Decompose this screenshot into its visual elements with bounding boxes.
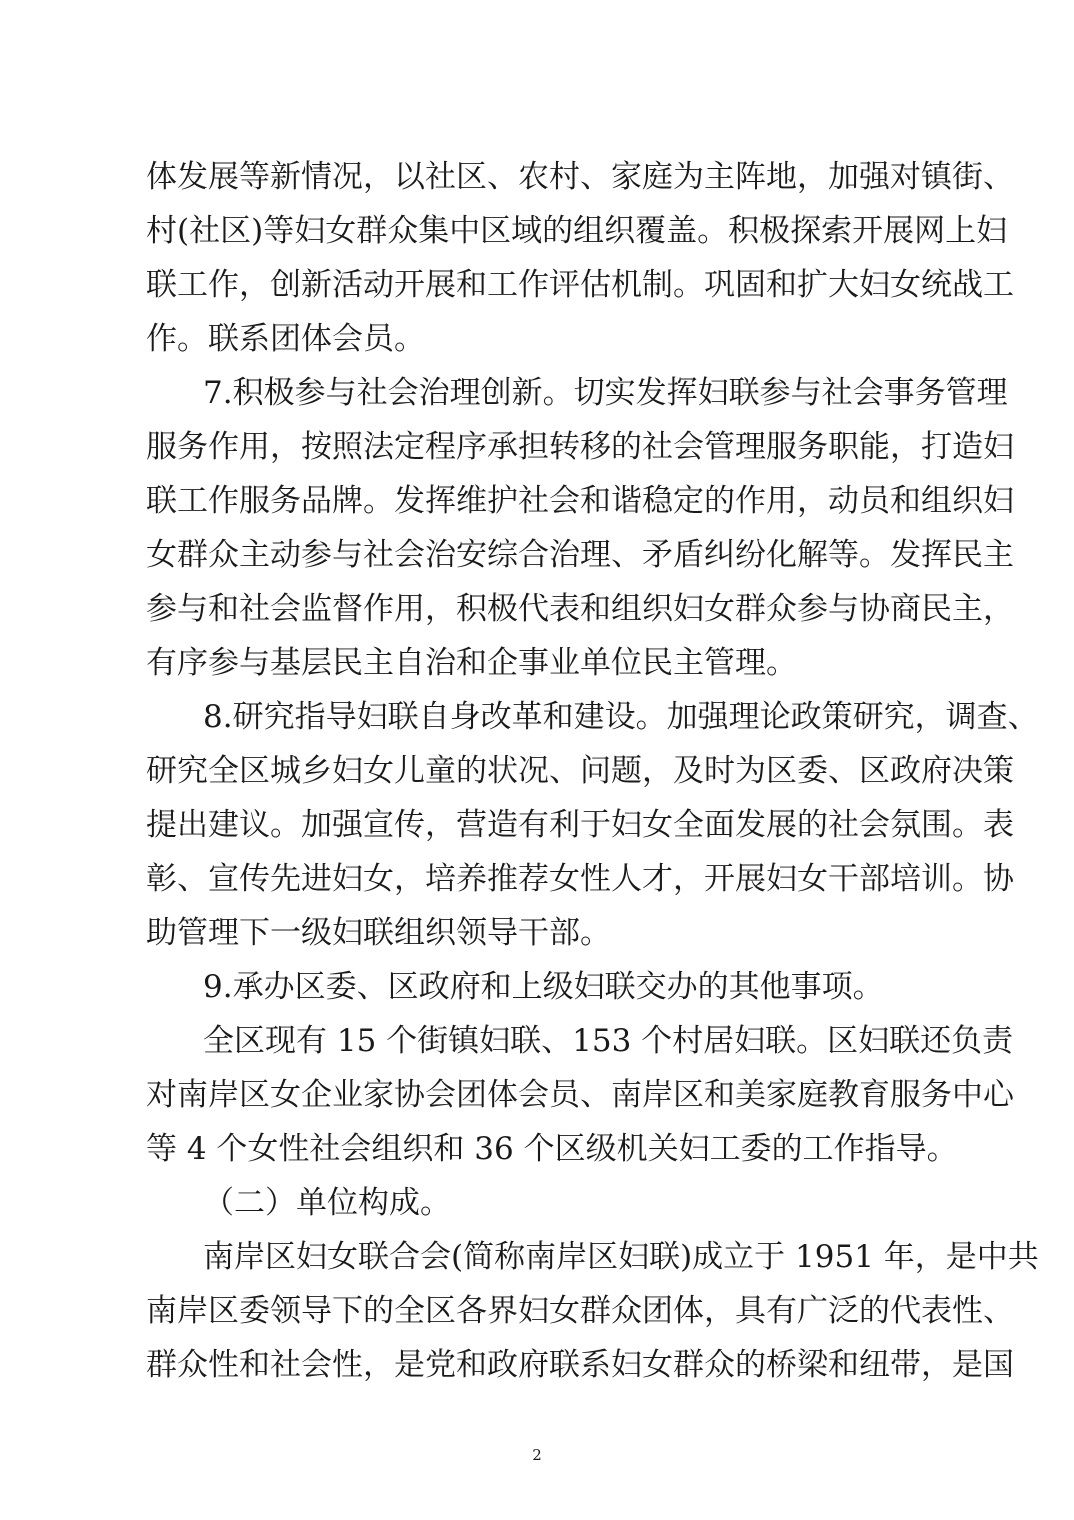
paragraph-line: 服务作用，按照法定程序承担转移的社会管理服务职能，打造妇 — [146, 429, 1014, 465]
paragraph-line: 8.研究指导妇联自身改革和建设。加强理论政策研究，调查、 — [203, 699, 1039, 735]
paragraph-line: 有序参与基层民主自治和企事业单位民主管理。 — [146, 645, 797, 681]
paragraph-line: 参与和社会监督作用，积极代表和组织妇女群众参与协商民主， — [146, 591, 1014, 627]
paragraph-line: 助管理下一级妇联组织领导干部。 — [146, 915, 611, 951]
paragraph-line: 7.积极参与社会治理创新。切实发挥妇联参与社会事务管理 — [203, 375, 1008, 411]
paragraph-line: 全区现有 15 个街镇妇联、153 个村居妇联。区妇联还负责 — [203, 1023, 1014, 1059]
paragraph-line: 联工作服务品牌。发挥维护社会和谐稳定的作用，动员和组织妇 — [146, 483, 1014, 519]
paragraph-line: 南岸区委领导下的全区各界妇女群众团体，具有广泛的代表性、 — [146, 1293, 1014, 1329]
paragraph-line: 联工作，创新活动开展和工作评估机制。巩固和扩大妇女统战工 — [146, 267, 1014, 303]
paragraph-line: 作。联系团体会员。 — [146, 321, 425, 357]
section-heading: （二）单位构成。 — [203, 1185, 451, 1221]
paragraph-line: 女群众主动参与社会治安综合治理、矛盾纠纷化解等。发挥民主 — [146, 537, 1014, 573]
paragraph-line: 对南岸区女企业家协会团体会员、南岸区和美家庭教育服务中心 — [146, 1077, 1014, 1113]
paragraph-line: 体发展等新情况，以社区、农村、家庭为主阵地，加强对镇街、 — [146, 159, 1014, 195]
paragraph-line: 彰、宣传先进妇女，培养推荐女性人才，开展妇女干部培训。协 — [146, 861, 1014, 897]
paragraph-line: 9.承办区委、区政府和上级妇联交办的其他事项。 — [203, 969, 884, 1005]
paragraph-line: 研究全区城乡妇女儿童的状况、问题，及时为区委、区政府决策 — [146, 753, 1014, 789]
page-number: 2 — [532, 1446, 542, 1464]
paragraph-line: 村(社区)等妇女群众集中区域的组织覆盖。积极探索开展网上妇 — [146, 213, 1008, 249]
paragraph-line: 提出建议。加强宣传，营造有利于妇女全面发展的社会氛围。表 — [146, 807, 1014, 843]
paragraph-line: 群众性和社会性，是党和政府联系妇女群众的桥梁和纽带，是国 — [146, 1347, 1014, 1383]
paragraph-line: 南岸区妇女联合会(简称南岸区妇联)成立于 1951 年，是中共 — [203, 1239, 1039, 1275]
paragraph-line: 等 4 个女性社会组织和 36 个区级机关妇工委的工作指导。 — [146, 1131, 958, 1167]
